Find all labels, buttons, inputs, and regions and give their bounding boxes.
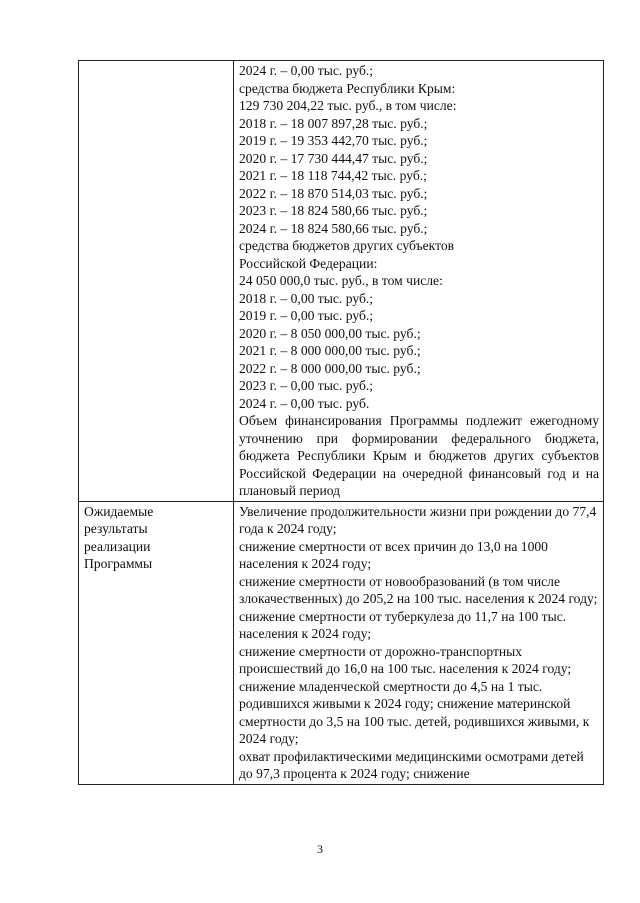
funding-line: 2019 г. – 19 353 442,70 тыс. руб.; [239,133,428,148]
funding-line: 2024 г. – 0,00 тыс. руб.; [239,63,374,78]
funding-line: 2022 г. – 8 000 000,00 тыс. руб.; [239,360,421,376]
result-item: Увеличение продолжительности жизни при рождении до 77,4 года к 2024 году; [239,503,597,536]
result-item: снижение младенческой смертности до 4,5 на 1 тыс. родившихся живыми к 2024 году; снижение материнской смертности до 3,5 на 100 тыс. детей, родившихся живыми, к 2024 году; [239,678,590,746]
results-label-line: Программы [84,556,153,571]
funding-line: 2024 г. – 18 824 580,66 тыс. руб.; [239,220,428,236]
funding-content-cell [234,61,604,502]
funding-line: средства бюджета Республики Крым: [239,80,456,96]
funding-line: 2021 г. – 18 118 744,42 тыс. руб.; [239,168,427,183]
funding-line: 2019 г. – 0,00 тыс. руб.; [239,308,374,323]
result-item: снижение смертности от туберкулеза до 11,7 на 100 тыс. населения к 2024 году; [239,608,567,641]
funding-line: средства бюджетов других субъектов [239,238,455,253]
funding-line: 2023 г. – 18 824 580,66 тыс. руб.; [239,203,428,218]
funding-row [79,61,604,502]
funding-line: 2023 г. – 0,00 тыс. руб.; [239,378,374,393]
funding-line: 2020 г. – 8 050 000,00 тыс. руб.; [239,325,421,341]
passport-table [78,60,604,785]
results-label-line: Ожидаемые [84,503,154,519]
page-number: 3 [317,842,323,856]
result-item: снижение смертности от дорожно-транспортных происшествий до 16,0 на 100 тыс. населения к 2024 году; [239,643,572,676]
results-content-cell [234,501,604,784]
results-label-cell [79,501,234,784]
results-row [79,501,604,784]
funding-line: 2018 г. – 18 007 897,28 тыс. руб.; [239,115,428,131]
funding-line: 2022 г. – 18 870 514,03 тыс. руб.; [239,185,428,201]
funding-line: 2024 г. – 0,00 тыс. руб. [239,395,370,411]
result-item: снижение смертности от всех причин до 13,0 на 1000 населения к 2024 году; [239,538,548,571]
funding-line: Российской Федерации: [239,255,378,271]
results-label-line: результаты [84,521,148,536]
funding-line: 2020 г. – 17 730 444,47 тыс. руб.; [239,150,428,166]
funding-note: Объем финансирования Программы подлежит ежегодному уточнению при формировании федерального бюджета, бюджета Республики Крым и бюджетов других субъектов Российской Федерации на очередной финансовый год и на плановый период [239,413,599,498]
result-item: снижение смертности от новообразований (в том числе злокачественных) до 205,2 на 100 тыс. населения к 2024 году; [239,573,598,606]
funding-label-cell [79,61,234,502]
funding-line: 2018 г. – 0,00 тыс. руб.; [239,290,374,306]
funding-line: 2021 г. – 8 000 000,00 тыс. руб.; [239,343,421,358]
funding-line: 24 050 000,0 тыс. руб., в том числе: [239,273,443,288]
funding-line: 129 730 204,22 тыс. руб., в том числе: [239,98,457,113]
results-label-line: реализации [84,538,151,554]
result-item: охват профилактическими медицинскими осмотрами детей до 97,3 процента к 2024 году; снижение [239,748,584,781]
